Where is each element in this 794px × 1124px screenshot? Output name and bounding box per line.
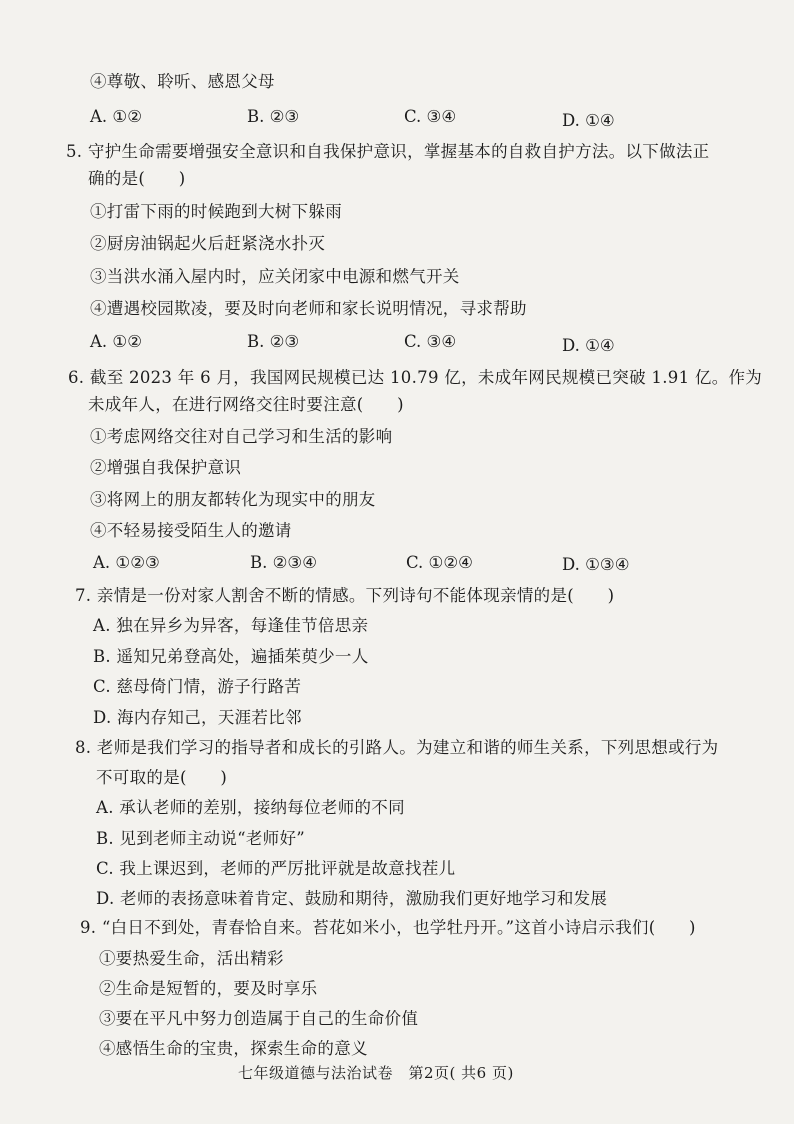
q8-option-c: C. 我上课迟到，老师的严厉批评就是故意找茬儿 <box>96 859 456 878</box>
q6-stem-line-1: 6. 截至 2023 年 6 月，我国网民规模已达 10.79 亿，未成年网民规模已突破 1.91 亿。作为 <box>68 368 763 387</box>
q6-stem-line-2: 未成年人，在进行网络交往时要注意( ) <box>88 395 404 414</box>
q5-item-3: ③当洪水涌入屋内时，应关闭家中电源和燃气开关 <box>90 267 460 286</box>
q8-stem-line-1: 8. 老师是我们学习的指导者和成长的引路人。为建立和谐的师生关系，下列思想或行为 <box>75 738 719 757</box>
q6-option-a: A. ①②③ <box>93 553 160 572</box>
q6-item-3: ③将网上的朋友都转化为现实中的朋友 <box>90 490 376 509</box>
q5-stem-line-1: 5. 守护生命需要增强安全意识和自我保护意识，掌握基本的自救自护方法。以下做法正 <box>66 142 710 161</box>
q9-stem: 9. “白日不到处，青春恰自来。苔花如米小，也学牡丹开。”这首小诗启示我们( ) <box>80 918 696 937</box>
q8-option-d: D. 老师的表扬意味着肯定、鼓励和期待，激励我们更好地学习和发展 <box>96 889 608 908</box>
q5-option-a: A. ①② <box>90 332 142 351</box>
q4-option-b: B. ②③ <box>247 107 300 126</box>
q7-option-c: C. 慈母倚门情，游子行路苦 <box>93 677 302 696</box>
q6-item-2: ②增强自我保护意识 <box>90 458 242 477</box>
q9-item-4: ④感悟生命的宝贵，探索生命的意义 <box>99 1039 368 1058</box>
q5-item-1: ①打雷下雨的时候跑到大树下躲雨 <box>90 202 342 221</box>
q7-option-b: B. 遥知兄弟登高处，遍插茱萸少一人 <box>93 647 369 666</box>
q7-stem: 7. 亲情是一份对家人割舍不断的情感。下列诗句不能体现亲情的是( ) <box>75 586 615 605</box>
q5-item-4: ④遭遇校园欺凌，要及时向老师和家长说明情况，寻求帮助 <box>90 299 527 318</box>
page-footer: 七年级道德与法治试卷 第2页( 共6 页) <box>238 1064 514 1082</box>
q9-item-2: ②生命是短暂的，要及时享乐 <box>99 979 318 998</box>
q6-option-c: C. ①②④ <box>406 553 473 572</box>
q6-item-4: ④不轻易接受陌生人的邀请 <box>90 521 292 540</box>
q8-option-b: B. 见到老师主动说“老师好” <box>96 829 305 848</box>
q9-item-3: ③要在平凡中努力创造属于自己的生命价值 <box>99 1009 419 1028</box>
q6-option-d: D. ①③④ <box>562 555 630 574</box>
q5-item-2: ②厨房油锅起火后赶紧浇水扑灭 <box>90 234 326 253</box>
q6-option-b: B. ②③④ <box>250 553 317 572</box>
q5-option-c: C. ③④ <box>404 332 457 351</box>
q4-option-a: A. ①② <box>90 107 142 126</box>
q7-option-a: A. 独在异乡为异客，每逢佳节倍思亲 <box>93 616 369 635</box>
q5-option-b: B. ②③ <box>247 332 300 351</box>
q8-stem-line-2: 不可取的是( ) <box>96 768 228 787</box>
q8-option-a: A. 承认老师的差别，接纳每位老师的不同 <box>96 798 405 817</box>
q4-item-4: ④尊敬、聆听、感恩父母 <box>90 72 275 91</box>
q7-option-d: D. 海内存知己，天涯若比邻 <box>93 708 302 727</box>
q6-item-1: ①考虑网络交往对自己学习和生活的影响 <box>90 427 393 446</box>
q5-stem-line-2: 确的是( ) <box>88 169 186 188</box>
q9-item-1: ①要热爱生命，活出精彩 <box>99 949 284 968</box>
q4-option-d: D. ①④ <box>562 111 615 130</box>
q4-option-c: C. ③④ <box>404 107 457 126</box>
q5-option-d: D. ①④ <box>562 336 615 355</box>
